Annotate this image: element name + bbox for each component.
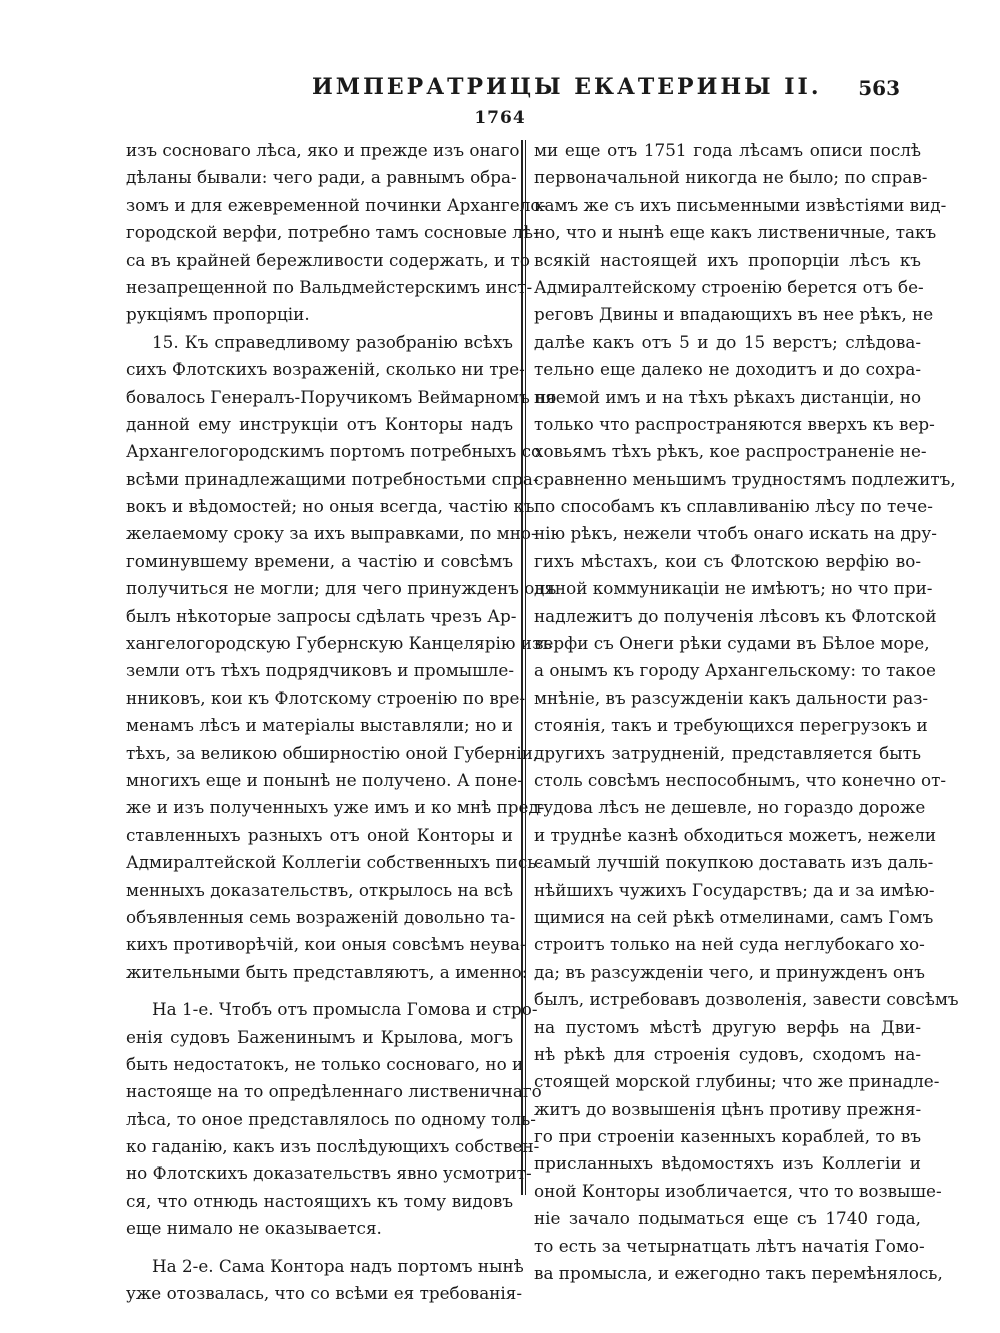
- paragraph-gap: [126, 986, 513, 996]
- text-line: дяной коммуникаціи не имѣютъ; но что при-: [534, 578, 933, 599]
- text-line: са въ крайней бережливости содержать, и то: [126, 249, 530, 270]
- text-line: Адмиралтейской Коллегіи собственныхъ пись-: [126, 852, 543, 873]
- page-number: 563: [858, 76, 900, 100]
- text-line: объявленныя семь возраженій довольно та-: [126, 906, 516, 927]
- text-line: Архангелогородскимъ портомъ потребныхъ со: [126, 441, 542, 462]
- text-line: ся, что отнюдь настоящихъ къ тому видовъ: [126, 1190, 513, 1211]
- text-line: же и изъ полученныхъ уже имъ и ко мнѣ пред-: [126, 797, 545, 818]
- text-line: няемой имъ и на тѣхъ рѣкахъ дистанціи, но: [534, 386, 922, 407]
- text-line: стоящей морской глубины; что же принадле-: [534, 1071, 940, 1092]
- text-line: вокъ и вѣдомостей; но оныя всегда, частію къ: [126, 496, 535, 517]
- text-line: тельно еще далеко не доходитъ и до сохра-: [534, 359, 921, 380]
- text-line: нниковъ, кои къ Флотскому строенію по вре-: [126, 687, 526, 708]
- text-line: строитъ только на ней суда неглубокаго хо-: [534, 934, 925, 955]
- left-column: [126, 137, 557, 1307]
- text-line: по способамъ къ сплавливанію лѣсу по тече-: [534, 496, 933, 517]
- paragraph-gap: [126, 1243, 513, 1253]
- text-line: нѣйшихъ чужихъ Государствъ; да и за имѣю-: [534, 879, 935, 900]
- text-line: нѣ рѣкѣ для строенія судовъ, сходомъ на-: [534, 1043, 921, 1064]
- text-line: да; въ разсужденіи чего, и принужденъ онъ: [534, 961, 925, 982]
- text-line: сихъ Флотскихъ возраженій, сколько ни тре-: [126, 359, 525, 380]
- column-divider: [521, 140, 526, 1195]
- text-line: ховьямъ тѣхъ рѣкъ, кое распространеніе не-: [534, 441, 927, 462]
- text-line: городской верфи, потребно тамъ сосновые лѣ-: [126, 222, 539, 243]
- text-line: ніе зачало подыматься еще съ 1740 года,: [534, 1208, 921, 1229]
- text-line: стоянія, такъ и требующихся перегрузокъ и: [534, 715, 928, 736]
- text-line: а онымъ къ городу Архангельскому: то такое: [534, 660, 936, 681]
- text-line: щимися на сей рѣкѣ отмелинами, самъ Гомъ: [534, 906, 934, 927]
- text-line: былъ нѣкоторые запросы сдѣлать чрезъ Ар-: [126, 605, 517, 626]
- text-line: и труднѣе казнѣ обходиться можетъ, нежели: [534, 824, 937, 845]
- text-line: столь совсѣмъ неспособнымъ, что конечно от-: [534, 769, 947, 790]
- text-line: изъ сосноваго лѣса, яко и прежде изъ онаго: [126, 140, 520, 160]
- text-line: то есть за четырнатцать лѣтъ начатія Гомо-: [534, 1235, 925, 1256]
- text-line: былъ, истребовавъ дозволенія, завести совсѣмъ: [534, 989, 959, 1010]
- text-line: уже отозвалась, что со всѣми ея требованія-: [126, 1283, 523, 1304]
- text-line: го при строеніи казенныхъ кораблей, то въ: [534, 1126, 921, 1147]
- text-line: первоначальной никогда не было; по справ-: [534, 167, 928, 188]
- text-line: На 1-е. Чтобъ отъ промысла Гомова и стро-: [152, 999, 538, 1020]
- text-line: далѣе какъ отъ 5 и до 15 верстъ; слѣдова-: [534, 331, 921, 352]
- text-line: 15. Къ справедливому разобранію всѣхъ: [152, 331, 513, 352]
- right-column: [534, 137, 959, 1287]
- text-line: быть недостатокъ, не только сосноваго, но и: [126, 1053, 524, 1074]
- text-line: кихъ противорѣчій, кои оныя совсѣмъ неува-: [126, 934, 526, 955]
- text-line: рукціямъ пропорціи.: [126, 304, 310, 325]
- text-line: нію рѣкъ, нежели чтобъ онаго искать на дру-: [534, 523, 937, 544]
- text-line: менныхъ доказательствъ, открылось на всѣ: [126, 879, 513, 900]
- text-line: сравненно меньшимъ трудностямъ подлежитъ,: [534, 468, 956, 489]
- text-line: реговъ Двины и впадающихъ въ нее рѣкъ, не: [534, 304, 934, 325]
- text-line: ми еще отъ 1751 года лѣсамъ описи послѣ: [534, 140, 921, 160]
- text-line: лѣса, то оное представлялось по одному толь-: [126, 1108, 536, 1129]
- text-line: На 2-е. Сама Контора надъ портомъ нынѣ: [152, 1255, 524, 1276]
- text-line: получиться не могли; для чего принужденъ онъ: [126, 578, 557, 599]
- text-line: всѣми принадлежащими потребностьми спра-: [126, 468, 539, 489]
- text-line: только что распространяются вверхъ къ вер-: [534, 413, 935, 434]
- text-line: ставленныхъ разныхъ отъ оной Конторы и: [126, 824, 513, 845]
- text-line: гоминувшему времени, а частію и совсѣмъ: [126, 550, 513, 571]
- text-line: многихъ еще и понынѣ не получено. А поне-: [126, 769, 523, 790]
- text-line: самый лучшій покупкою доставать изъ даль-: [534, 852, 934, 873]
- text-line: желаемому сроку за ихъ выправками, по мно-: [126, 523, 537, 544]
- text-line: менамъ лѣсъ и матеріалы выставляли; но и: [126, 715, 513, 736]
- text-line: хангелогородскую Губернскую Канцелярію изъ: [126, 633, 552, 654]
- text-line: верфи съ Онеги рѣки судами въ Бѣлое море,: [534, 633, 930, 654]
- text-line: бовалось Генералъ-Поручикомъ Веймарномъ по: [126, 386, 557, 407]
- text-line: земли отъ тѣхъ подрядчиковъ и промышле-: [126, 660, 515, 681]
- text-line: житъ до возвышенія цѣнъ противу прежня-: [534, 1098, 922, 1119]
- text-line: мнѣніе, въ разсужденіи какъ дальности раз-: [534, 687, 929, 708]
- text-line: но Флотскихъ доказательствъ явно усмотрит-: [126, 1163, 532, 1184]
- page-header: [0, 74, 1000, 108]
- text-line: Адмиралтейскому строенію берется отъ бе-: [534, 276, 924, 297]
- text-line: тѣхъ, за великою обширностію оной Губерніи,: [126, 742, 539, 763]
- text-line: дѣланы бывали: чего ради, а равнымъ обра-: [126, 167, 517, 188]
- text-line: всякій настоящей ихъ пропорціи лѣсъ къ: [534, 249, 921, 270]
- text-line: еще нимало не оказывается.: [126, 1218, 382, 1239]
- text-line: данной ему инструкціи отъ Конторы надъ: [126, 413, 513, 434]
- text-line: на пустомъ мѣстѣ другую верфь на Дви-: [534, 1016, 921, 1037]
- text-line: енія судовъ Баженинымъ и Крылова, могъ: [126, 1026, 513, 1047]
- text-line: ва промысла, и ежегодно такъ перемѣнялось,: [534, 1263, 943, 1284]
- text-line: настояще на то опредѣленнаго лиственичнаго: [126, 1081, 542, 1102]
- text-line: надлежитъ до полученія лѣсовъ къ Флотской: [534, 605, 937, 626]
- text-line: зомъ и для ежевременной починки Архангело-: [126, 194, 547, 215]
- text-line: камъ же съ ихъ письменными извѣстіями вид-: [534, 194, 947, 215]
- text-line: жительными быть представляютъ, а именно:: [126, 961, 528, 982]
- text-line: гихъ мѣстахъ, кои съ Флотскою верфію во-: [534, 550, 921, 571]
- text-line: присланныхъ вѣдомостяхъ изъ Коллегіи и: [534, 1153, 921, 1174]
- text-line: но, что и нынѣ еще какъ лиственичные, такъ: [534, 222, 937, 243]
- running-title: ИМПЕРАТРИЦЫ ЕКАТЕРИНЫ II.: [312, 74, 822, 100]
- text-line: тудова лѣсъ не дешевле, но гораздо дороже: [534, 797, 926, 818]
- text-line: другихъ затрудненій, представляется быть: [534, 742, 921, 763]
- text-line: оной Конторы изобличается, что то возвыше-: [534, 1180, 942, 1201]
- text-line: ко гаданію, какъ изъ послѣдующихъ собствен-: [126, 1136, 540, 1157]
- year-heading: 1764: [474, 108, 526, 128]
- text-line: незапрещенной по Вальдмейстерскимъ инст-: [126, 276, 533, 297]
